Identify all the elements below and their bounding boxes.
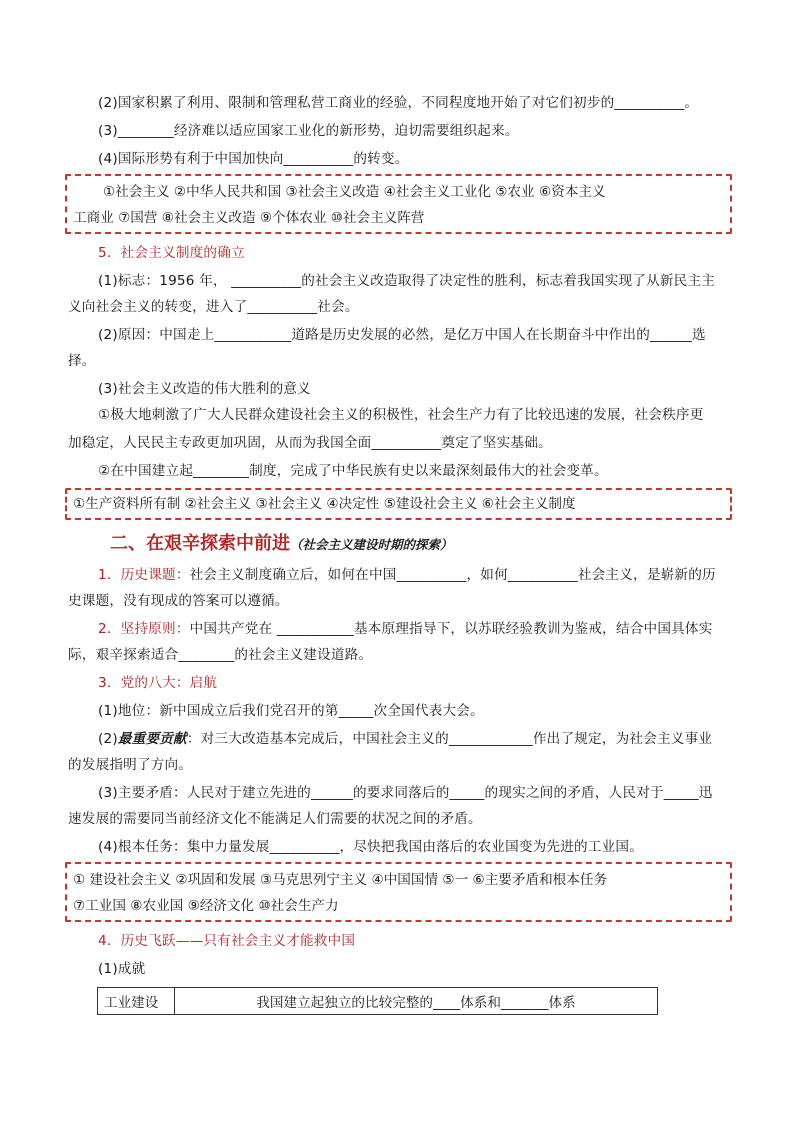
item-prefix: (2): [98, 731, 118, 747]
answer-options: ①生产资料所有制 ②社会主义 ③社会主义 ④决定性 ⑤建设社会主义 ⑥社会主义制度: [73, 496, 576, 512]
section-heading: [110, 529, 453, 555]
paragraph: (3)社会主义改造的伟大胜利的意义: [98, 381, 311, 397]
paragraph: 义向社会主义的转变，进入了__________社会。: [68, 299, 359, 315]
item-text: 社会主义制度确立后，如何在中国__________，如何__________社会主义，是崭新的历: [189, 567, 716, 583]
paragraph: 速发展的需要同当前经济文化不能满足人们需要的状况之间的矛盾。: [68, 811, 482, 827]
heading-sub: （社会主义建设时期的探索）: [290, 537, 453, 552]
paragraph: 的发展指明了方向。: [68, 757, 193, 773]
paragraph: 加稳定，人民民主专政更加巩固，从而为我国全面__________奠定了坚实基础。: [68, 435, 552, 451]
paragraph: 际，艰辛探索适合________的社会主义建设道路。: [68, 647, 373, 663]
table-cell: 我国建立起独立的比较完整的____体系和_______体系: [175, 988, 658, 1015]
answer-box: [65, 862, 732, 922]
item-label: 2．坚持原则：: [98, 621, 190, 637]
answer-box: [65, 488, 732, 520]
paragraph: [98, 726, 728, 752]
answer-options: ①社会主义 ②中华人民共和国 ③社会主义改造 ④社会主义工业化 ⑤农业 ⑥资本主义: [103, 184, 606, 200]
paragraph: (3)主要矛盾：人民对于建立先进的______的要求同落后的_____的现实之间的矛盾，人民对于_____迅: [98, 785, 713, 801]
paragraph: 择。: [68, 353, 96, 369]
answer-options: ① 建设社会主义 ②巩固和发展 ③马克思列宁主义 ④中国国情 ⑤一 ⑥主要矛盾和根本任务: [73, 872, 608, 888]
item-text: 中国共产党在 ___________基本原理指导下，以苏联经验教训为鉴戒，结合中国具体实: [189, 621, 713, 637]
item-emphasis: 最重要贡献: [117, 731, 187, 747]
paragraph: (1)地位：新中国成立后我们党召开的第_____次全国代表大会。: [98, 703, 484, 719]
item-label: 1．历史课题：: [98, 567, 190, 583]
paragraph: ②在中国建立起________制度，完成了中华民族有史以来最深刻最伟大的社会变革。: [98, 463, 608, 479]
section-title: 4．历史飞跃——只有社会主义才能救中国: [98, 933, 356, 949]
paragraph: (1)成就: [98, 961, 146, 977]
paragraph: 史课题，没有现成的答案可以遵循。: [68, 593, 289, 609]
paragraph: (2)国家积累了利用、限制和管理私营工商业的经验，不同程度地开始了对它们初步的__________。: [98, 95, 699, 111]
paragraph: (3)________经济难以适应国家工业化的新形势，迫切需要组织起来。: [98, 123, 519, 139]
answer-box: [65, 174, 732, 234]
heading-main: 二、在艰辛探索中前进: [110, 533, 290, 554]
table-cell: 工业建设: [98, 988, 175, 1015]
answer-options: 工商业 ⑦国营 ⑧社会主义改造 ⑨个体农业 ⑩社会主义阵营: [73, 210, 425, 226]
paragraph: ①极大地刺激了广大人民群众建设社会主义的积极性，社会生产力有了比较迅速的发展，社会秩序更: [98, 407, 704, 423]
paragraph: (1)标志：1956 年， __________的社会主义改造取得了决定性的胜利，标志着我国实现了从新民主主: [98, 273, 716, 289]
paragraph: (4)国际形势有利于中国加快向__________的转变。: [98, 151, 409, 167]
paragraph: (4)根本任务：集中力量发展__________，尽快把我国由落后的农业国变为先进的工业国。: [98, 839, 644, 855]
paragraph: (2)原因：中国走上___________道路是历史发展的必然，是亿万中国人在长期奋斗中作出的______选: [98, 327, 706, 343]
achievement-table: [97, 987, 658, 1015]
paragraph: [98, 616, 728, 642]
item-text: ：对三大改造基本完成后，中国社会主义的____________作出了规定，为社会主义事业: [186, 731, 713, 747]
table-row: [98, 988, 658, 1015]
section-title: 3．党的八大：启航: [98, 675, 218, 691]
paragraph: [98, 562, 728, 588]
section-title: 5．社会主义制度的确立: [98, 245, 245, 261]
answer-options: ⑦工业国 ⑧农业国 ⑨经济文化 ⑩社会生产力: [73, 898, 339, 914]
